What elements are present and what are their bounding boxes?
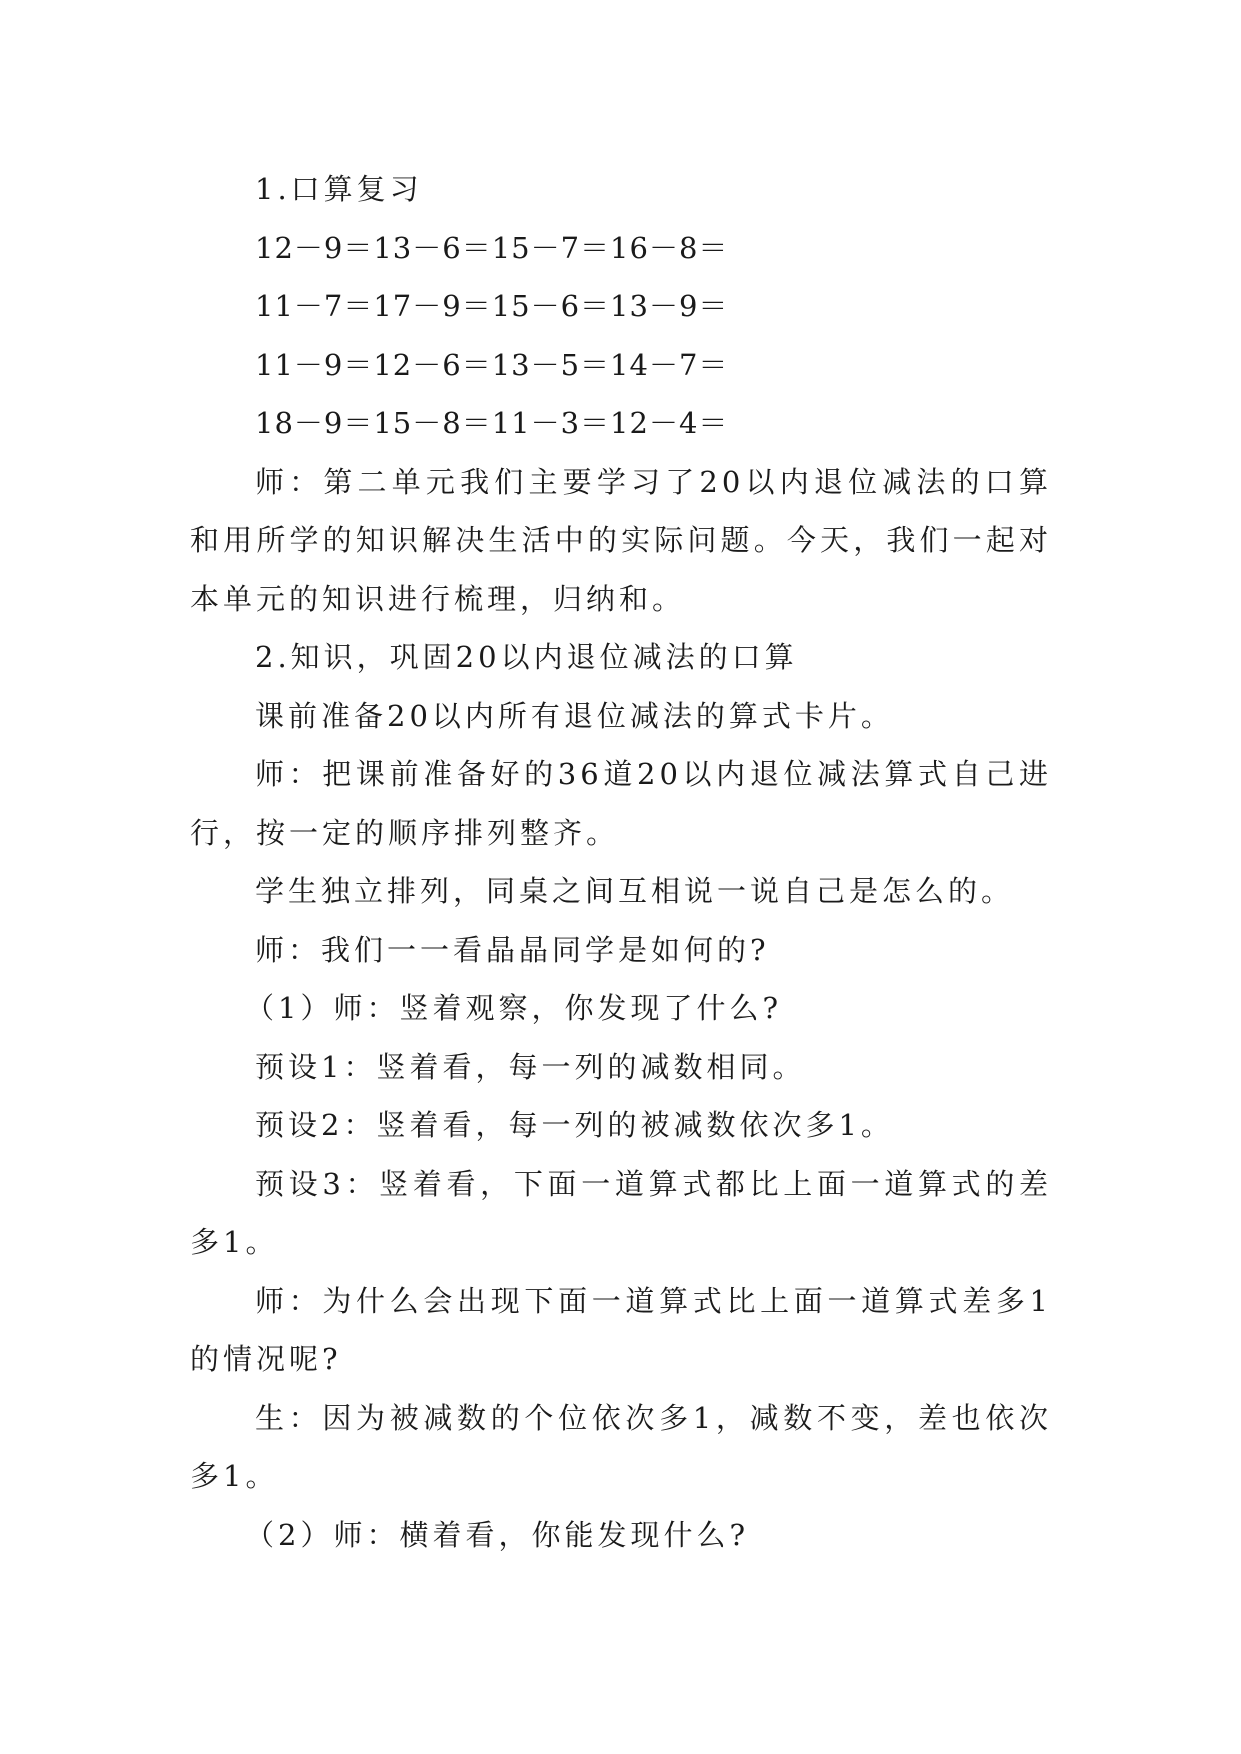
vertical-observation-question: （1）师：竖着观察，你发现了什么? <box>245 991 782 1025</box>
horizontal-observation-question: （2）师：横着看，你能发现什么? <box>245 1517 749 1552</box>
student-activity-paragraph: 学生独立排列，同桌之间互相说一说自己是怎么的。 <box>255 874 1015 908</box>
equation-row-4: 18－9＝15－8＝11－3＝12－4＝ <box>255 406 729 440</box>
equation-row-2: 11－7＝17－9＝15－6＝13－9＝ <box>255 289 729 323</box>
document-page <box>190 160 1052 1564</box>
student-answer-paragraph: 生：因为被减数的个位依次多1，减数不变，差也依次多1。 <box>190 1400 1052 1493</box>
section-heading-oral-review: 1.口算复习 <box>255 172 423 206</box>
teacher-instruction-paragraph: 师：把课前准备好的36道20以内退位减法算式自己进行，按一定的顺序排列整齐。 <box>190 757 1052 850</box>
preset-answer-3: 预设3：竖着看，下面一道算式都比上面一道算式的差多1。 <box>190 1166 1052 1259</box>
teacher-intro-paragraph: 师：第二单元我们主要学习了20以内退位减法的口算和用所学的知识解决生活中的实际问题。今天，我们一起对本单元的知识进行梳理，归纳和。 <box>190 464 1052 616</box>
teacher-question-paragraph: 师：我们一一看晶晶同学是如何的? <box>255 932 770 967</box>
teacher-why-question: 师：为什么会出现下面一道算式比上面一道算式差多1的情况呢? <box>190 1283 1052 1376</box>
preparation-paragraph: 课前准备20以内所有退位减法的算式卡片。 <box>255 698 894 733</box>
equation-row-3: 11－9＝12－6＝13－5＝14－7＝ <box>255 347 729 382</box>
preset-answer-2: 预设2：竖着看，每一列的被减数依次多1。 <box>255 1108 894 1142</box>
equation-row-1: 12－9＝13－6＝15－7＝16－8＝ <box>255 230 729 265</box>
preset-answer-1: 预设1：竖着看，每一列的减数相同。 <box>255 1049 806 1084</box>
section-heading-knowledge: 2.知识，巩固20以内退位减法的口算 <box>255 640 798 674</box>
